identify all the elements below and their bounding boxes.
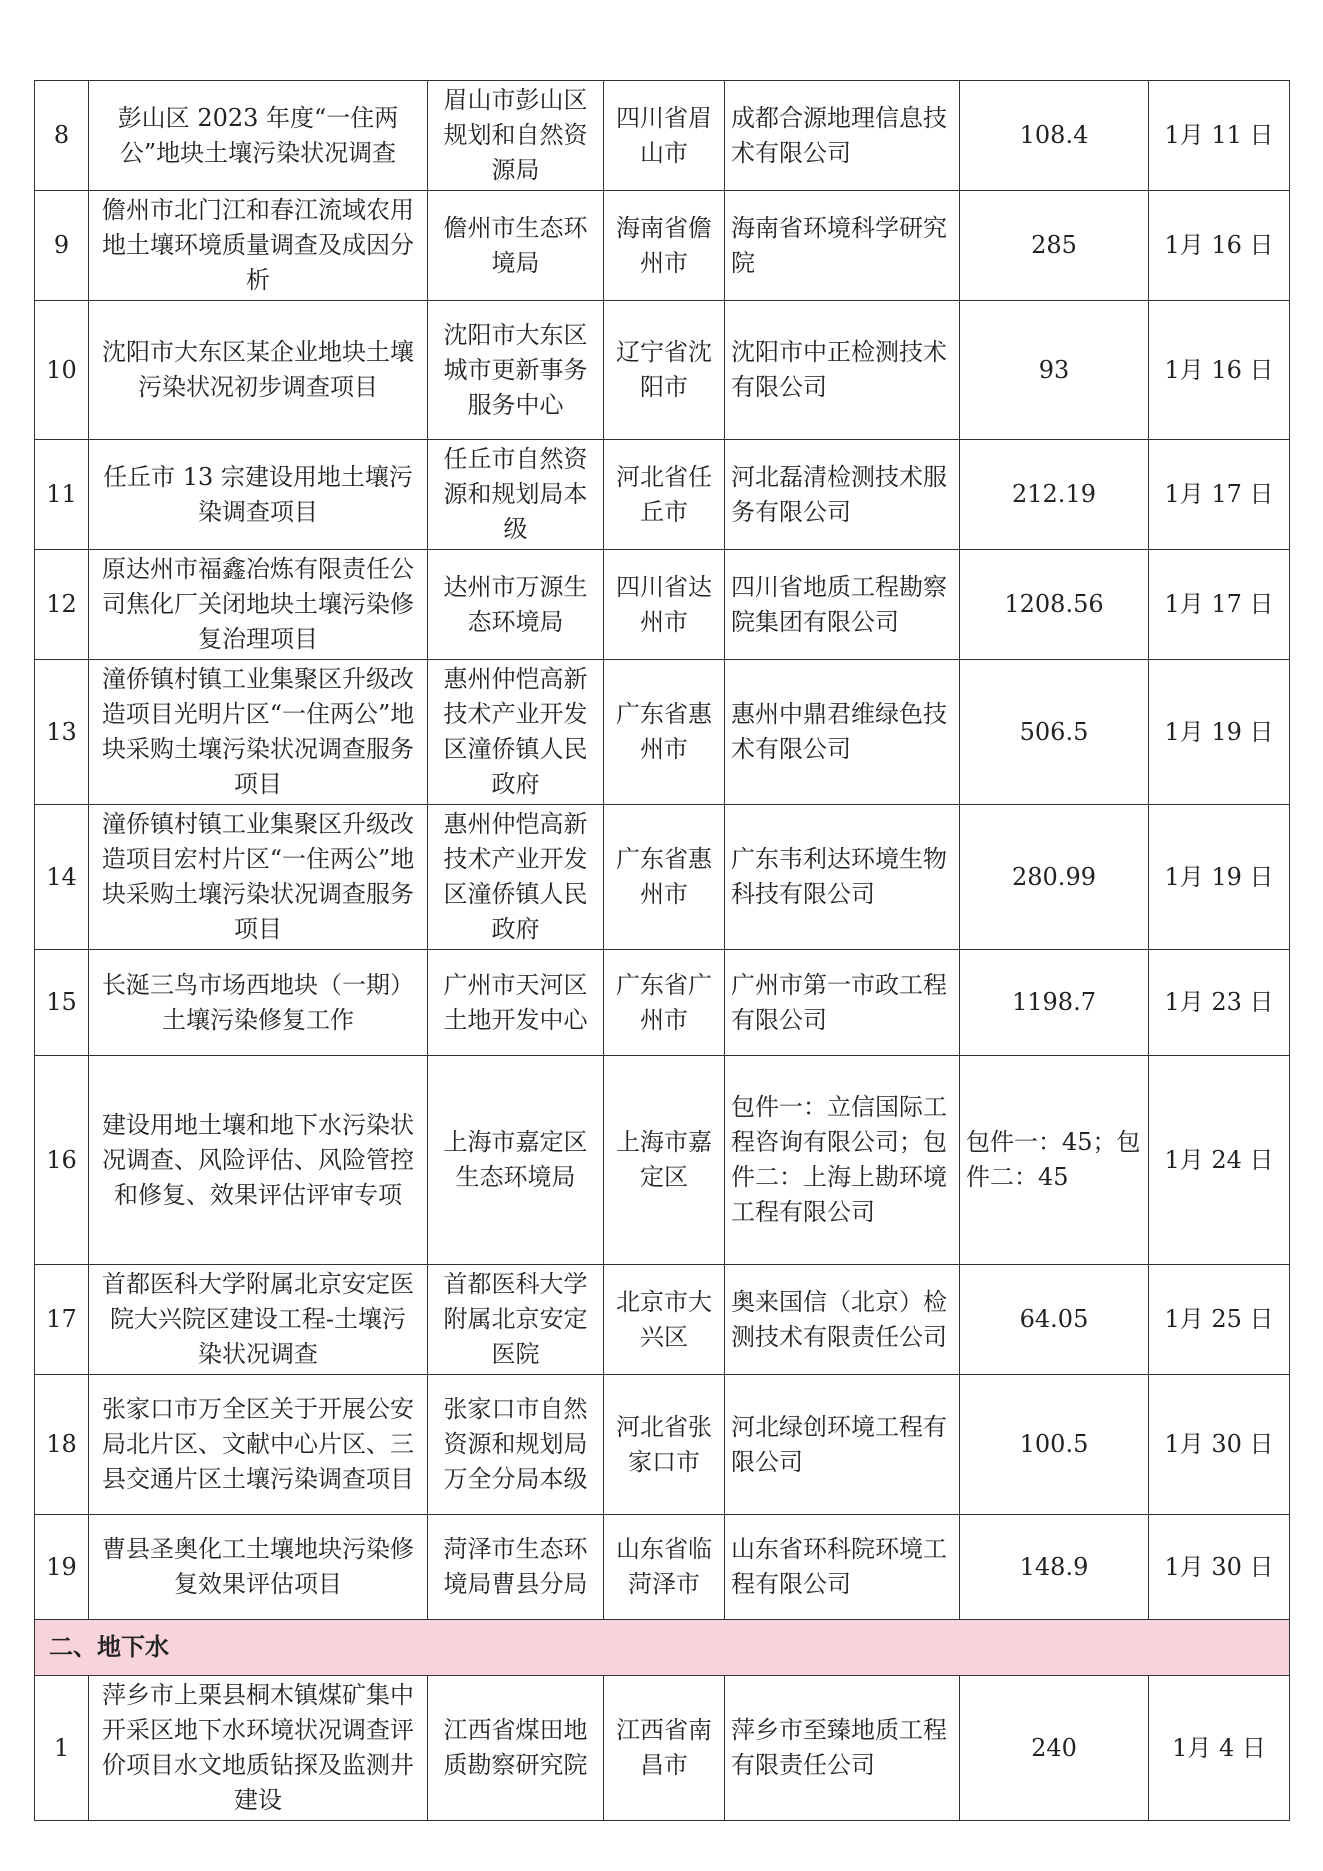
- project-name: 彭山区 2023 年度“一住两公”地块土壤污染状况调查: [89, 81, 428, 191]
- purchaser: 首都医科大学附属北京安定医院: [428, 1265, 604, 1375]
- location: 四川省达州市: [604, 550, 725, 660]
- location: 广东省广州市: [604, 950, 725, 1056]
- purchaser: 达州市万源生态环境局: [428, 550, 604, 660]
- project-name: 张家口市万全区关于开展公安局北片区、文献中心片区、三县交通片区土壤污染调查项目: [89, 1375, 428, 1515]
- purchaser: 眉山市彭山区规划和自然资源局: [428, 81, 604, 191]
- winning-bidder: 惠州中鼎君维绿色技术有限公司: [725, 660, 960, 805]
- winning-bidder: 沈阳市中正检测技术有限公司: [725, 301, 960, 440]
- date: 1月 11 日: [1149, 81, 1290, 191]
- winning-bidder: 山东省环科院环境工程有限公司: [725, 1515, 960, 1620]
- purchaser: 沈阳市大东区城市更新事务服务中心: [428, 301, 604, 440]
- project-name: 儋州市北门江和春江流域农用地土壤环境质量调查及成因分析: [89, 191, 428, 301]
- date: 1月 24 日: [1149, 1056, 1290, 1265]
- table-row: [35, 440, 1290, 550]
- row-number: 1: [35, 1676, 89, 1821]
- project-name: 萍乡市上栗县桐木镇煤矿集中开采区地下水环境状况调查评价项目水文地质钻探及监测井建设: [89, 1676, 428, 1821]
- date: 1月 23 日: [1149, 950, 1290, 1056]
- winning-bidder: 河北绿创环境工程有限公司: [725, 1375, 960, 1515]
- project-name: 首都医科大学附属北京安定医院大兴院区建设工程-土壤污染状况调查: [89, 1265, 428, 1375]
- table-body: [35, 81, 1290, 1821]
- row-number: 8: [35, 81, 89, 191]
- location: 辽宁省沈阳市: [604, 301, 725, 440]
- project-name: 长涎三鸟市场西地块（一期）土壤污染修复工作: [89, 950, 428, 1056]
- table-row: [35, 660, 1290, 805]
- table-row: [35, 191, 1290, 301]
- winning-bidder: 萍乡市至臻地质工程有限责任公司: [725, 1676, 960, 1821]
- date: 1月 4 日: [1149, 1676, 1290, 1821]
- purchaser: 儋州市生态环境局: [428, 191, 604, 301]
- amount: 280.99: [960, 805, 1149, 950]
- purchaser: 菏泽市生态环境局曹县分局: [428, 1515, 604, 1620]
- amount: 包件一：45；包件二：45: [960, 1056, 1149, 1265]
- winning-bidder: 奥来国信（北京）检测技术有限责任公司: [725, 1265, 960, 1375]
- purchaser: 惠州仲恺高新技术产业开发区潼侨镇人民政府: [428, 805, 604, 950]
- row-number: 10: [35, 301, 89, 440]
- project-name: 原达州市福鑫冶炼有限责任公司焦化厂关闭地块土壤污染修复治理项目: [89, 550, 428, 660]
- purchaser: 惠州仲恺高新技术产业开发区潼侨镇人民政府: [428, 660, 604, 805]
- amount: 93: [960, 301, 1149, 440]
- amount: 212.19: [960, 440, 1149, 550]
- date: 1月 30 日: [1149, 1515, 1290, 1620]
- table-row: [35, 1375, 1290, 1515]
- winning-bidder: 成都合源地理信息技术有限公司: [725, 81, 960, 191]
- row-number: 9: [35, 191, 89, 301]
- date: 1月 16 日: [1149, 301, 1290, 440]
- amount: 100.5: [960, 1375, 1149, 1515]
- table-row: [35, 950, 1290, 1056]
- purchaser: 广州市天河区土地开发中心: [428, 950, 604, 1056]
- location: 海南省儋州市: [604, 191, 725, 301]
- amount: 1208.56: [960, 550, 1149, 660]
- row-number: 13: [35, 660, 89, 805]
- location: 上海市嘉定区: [604, 1056, 725, 1265]
- project-name: 沈阳市大东区某企业地块土壤污染状况初步调查项目: [89, 301, 428, 440]
- amount: 1198.7: [960, 950, 1149, 1056]
- winning-bidder: 河北磊清检测技术服务有限公司: [725, 440, 960, 550]
- location: 山东省临菏泽市: [604, 1515, 725, 1620]
- amount: 285: [960, 191, 1149, 301]
- table-row: [35, 1056, 1290, 1265]
- location: 四川省眉山市: [604, 81, 725, 191]
- purchaser: 江西省煤田地质勘察研究院: [428, 1676, 604, 1821]
- row-number: 18: [35, 1375, 89, 1515]
- location: 北京市大兴区: [604, 1265, 725, 1375]
- amount: 64.05: [960, 1265, 1149, 1375]
- project-name: 曹县圣奥化工土壤地块污染修复效果评估项目: [89, 1515, 428, 1620]
- purchaser: 上海市嘉定区生态环境局: [428, 1056, 604, 1265]
- amount: 240: [960, 1676, 1149, 1821]
- date: 1月 17 日: [1149, 550, 1290, 660]
- table-row: [35, 301, 1290, 440]
- row-number: 11: [35, 440, 89, 550]
- location: 广东省惠州市: [604, 805, 725, 950]
- section-title-groundwater: 二、地下水: [35, 1620, 1290, 1676]
- purchaser: 张家口市自然资源和规划局万全分局本级: [428, 1375, 604, 1515]
- row-number: 17: [35, 1265, 89, 1375]
- row-number: 15: [35, 950, 89, 1056]
- winning-bidder: 广州市第一市政工程有限公司: [725, 950, 960, 1056]
- row-number: 14: [35, 805, 89, 950]
- table-row: [35, 550, 1290, 660]
- row-number: 16: [35, 1056, 89, 1265]
- table-row: [35, 1676, 1290, 1821]
- table-row: [35, 81, 1290, 191]
- project-name: 建设用地土壤和地下水污染状况调查、风险评估、风险管控和修复、效果评估评审专项: [89, 1056, 428, 1265]
- project-name: 任丘市 13 宗建设用地土壤污染调查项目: [89, 440, 428, 550]
- row-number: 19: [35, 1515, 89, 1620]
- location: 江西省南昌市: [604, 1676, 725, 1821]
- section-header-row: [35, 1620, 1290, 1676]
- winning-bidder: 四川省地质工程勘察院集团有限公司: [725, 550, 960, 660]
- bid-results-table-page: [34, 80, 1289, 1821]
- date: 1月 25 日: [1149, 1265, 1290, 1375]
- table-row: [35, 1265, 1290, 1375]
- table-row: [35, 1515, 1290, 1620]
- location: 河北省任丘市: [604, 440, 725, 550]
- date: 1月 30 日: [1149, 1375, 1290, 1515]
- date: 1月 19 日: [1149, 805, 1290, 950]
- date: 1月 19 日: [1149, 660, 1290, 805]
- date: 1月 16 日: [1149, 191, 1290, 301]
- project-name: 潼侨镇村镇工业集聚区升级改造项目宏村片区“一住两公”地块采购土壤污染状况调查服务项目: [89, 805, 428, 950]
- date: 1月 17 日: [1149, 440, 1290, 550]
- table-row: [35, 805, 1290, 950]
- winning-bidder: 广东韦利达环境生物科技有限公司: [725, 805, 960, 950]
- amount: 148.9: [960, 1515, 1149, 1620]
- purchaser: 任丘市自然资源和规划局本级: [428, 440, 604, 550]
- project-name: 潼侨镇村镇工业集聚区升级改造项目光明片区“一住两公”地块采购土壤污染状况调查服务项目: [89, 660, 428, 805]
- bid-results-table: [34, 80, 1290, 1821]
- winning-bidder: 海南省环境科学研究院: [725, 191, 960, 301]
- amount: 506.5: [960, 660, 1149, 805]
- location: 河北省张家口市: [604, 1375, 725, 1515]
- row-number: 12: [35, 550, 89, 660]
- winning-bidder: 包件一：立信国际工程咨询有限公司；包件二：上海上勘环境工程有限公司: [725, 1056, 960, 1265]
- location: 广东省惠州市: [604, 660, 725, 805]
- amount: 108.4: [960, 81, 1149, 191]
